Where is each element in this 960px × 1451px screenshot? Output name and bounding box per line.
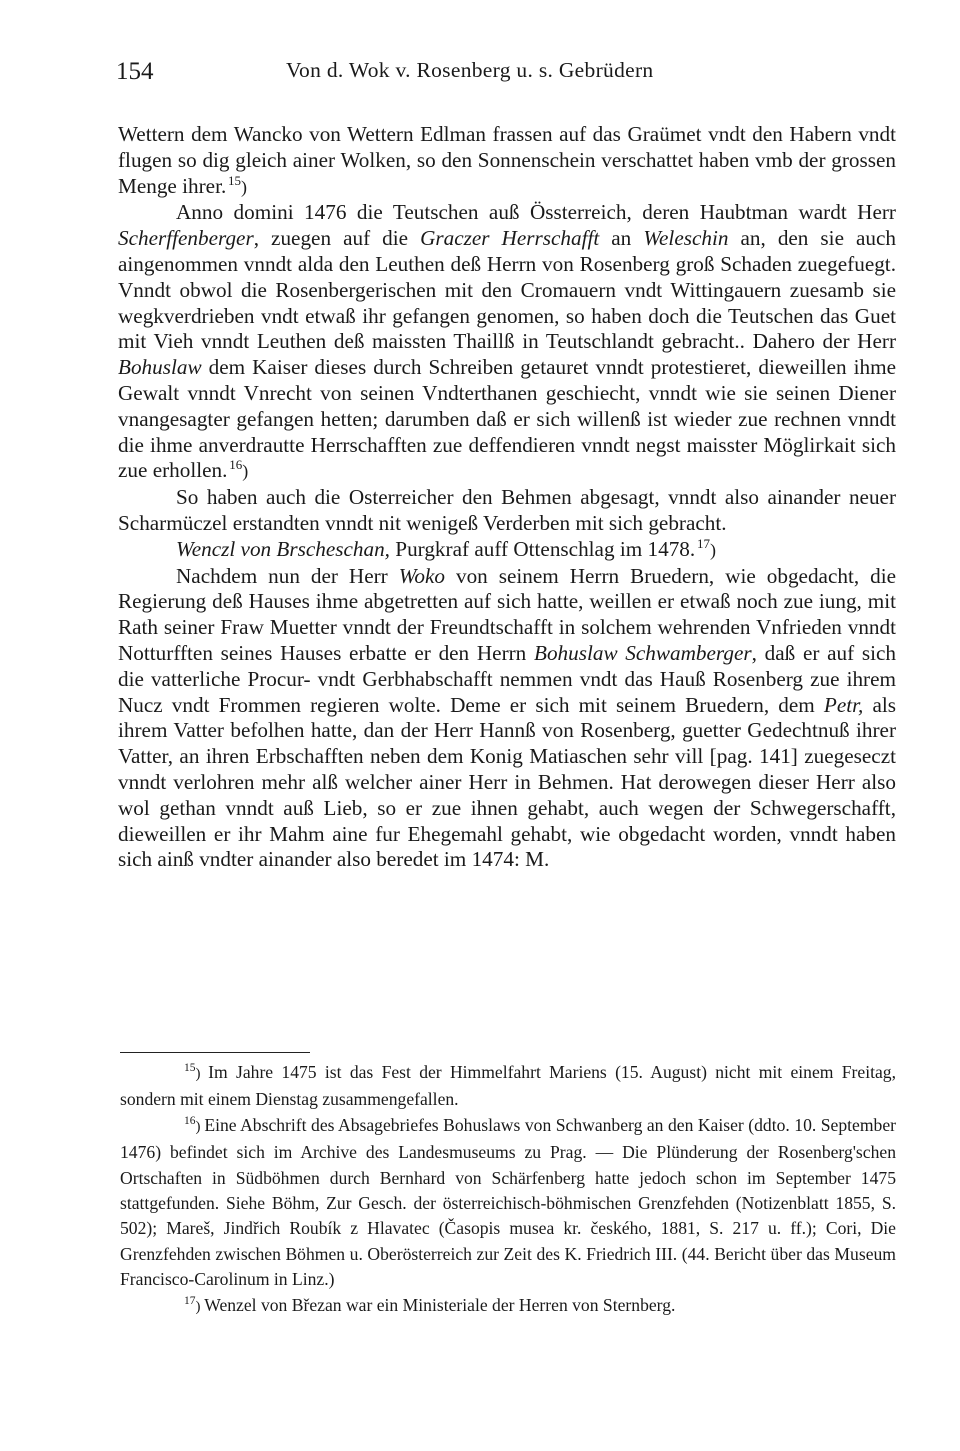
footnote: [120, 1113, 896, 1293]
footnote-number: 16: [184, 1114, 196, 1127]
paragraph: [118, 200, 896, 485]
personal-name: Bohuslaw: [118, 355, 202, 380]
paragraph-text: , daß er auf sich die vatterliche Procur- vndt Gerbhabschafft nemmen vndt das Hauß Rosenberg zue ihrem Nucz vndt Frommen regieren wolte. Deme er sich mit seinem Bruedern, dem: [118, 640, 897, 717]
personal-name: Wenczl von Brscheschan,: [176, 536, 390, 561]
footnote-number-paren: ): [195, 1118, 205, 1135]
footnote-number: 17: [184, 1294, 196, 1307]
paragraph-text: So haben auch die Osterreicher den Behmen abgesagt, vnndt also ainander neuer Scharmüczel erstandten vnndt nit wenigeß Verderben mit sich gebracht.: [118, 485, 896, 535]
footnote-text: Wenzel von Březan war ein Ministeriale der Herren von Sternberg.: [204, 1294, 676, 1315]
footnote-reference-number: 17: [696, 535, 710, 551]
place-name: Graczer Herrschafft: [420, 226, 600, 251]
paragraph-text: von seinem Herrn Bruedern, wie obgedacht, die Regierung deß Hauses ihme abgetretten auf sich hatte, weillen er etwaß noch zue iung, mit Rath seiner Fraw Muetter vnndt der Freundtschafft in solchem wehrenden Vnfrieden vnndt Notturfften seines Hauses erbatte er den Herrn: [118, 563, 896, 665]
personal-name: Woko: [398, 563, 446, 588]
place-name: Weleschin: [643, 226, 729, 251]
page-header: [116, 58, 896, 92]
footnote-reference: [697, 536, 710, 551]
personal-name: Petr,: [823, 692, 864, 717]
paragraph-text: an, den sie auch aingenommen vnndt alda den Leuthen deß Herrn von Rosenberg groß Schaden zuegefuegt. Vnndt obwol die Rosenbergerischen mit den Cromauern vndt Wittingauern zuesamb sie wegkverdrieben vndt etwaß ihr gefangen genomen, so haben doch die Teutschen das Guet mit Vieh vnndt Leuthen deß maissten Thaillß in Teutschlandt gebracht.. Dahero der Herr: [118, 226, 897, 354]
footnote-divider: [120, 1052, 310, 1053]
footnote-number-paren: ): [195, 1298, 205, 1315]
paragraph-text: dem Kaiser dieses durch Schreiben getauret vnndt protestieret, dieweillen ihme Gewalt vnndt Vnrecht von seinen Vndterthanen geschiecht, vnndt wie sie seinen Diener vnangesagter gefangen hetten; darumben daß er sich willenß ist wieder zue rechnen vnndt die ihme anverdrautte Herrschafften zue deffendieren vnndt negst maisster Möglігkait sich zue erhollen.: [118, 355, 896, 483]
footnote-text: Eine Abschrift des Absagebriefes Bohuslaws von Schwanberg an den Kaiser (ddto. 10. September 1476) befindet sich im Archive des Landesmuseums zu Prag. — Die Plünderung der Rosenberg'schen Ortschaften in Südböhmen durch Bernhard von Schärfenberg hatte jedoch schon im September 1475 stattgefunden. Siehe Böhm, Zur Gesch. der österreichisch-böhmischen Grenzfehden (Notizenblatt 1855, S. 502); Mareš, Jindřich Roubík z Hlavatec (Časopis musea kr. českého, 1881, S. 217 u. ff.); Cori, Die Grenzfehden zwischen Böhmen u. Oberösterreich zur Zeit des K. Friedrich III. (44. Bericht über das Museum Francisco-Carolinum in Linz.): [120, 1114, 897, 1290]
footnote-number: 15: [184, 1062, 196, 1075]
personal-name: Bohuslaw Schwamberger: [534, 640, 752, 665]
footnote-reference-paren: ): [709, 539, 716, 560]
footnote: [120, 1060, 896, 1113]
footnote-number-paren: ): [195, 1066, 209, 1082]
footnote-reference-number: 15: [228, 172, 242, 188]
paragraph-text: Nachdem nun der Herr: [176, 563, 399, 588]
footnote: [120, 1293, 896, 1320]
paragraph-text: , zuegen auf die: [253, 226, 421, 251]
paragraph-text: an: [599, 226, 644, 251]
main-text: [118, 122, 896, 873]
personal-name: Scherffenberger: [118, 226, 254, 251]
footnotes: [120, 1060, 896, 1320]
section-heading: [118, 537, 896, 564]
section-heading-text: Purgkraf auff Ottenschlag im 1478.: [389, 536, 696, 561]
paragraph: [118, 122, 896, 200]
running-head: Von d. Wok v. Rosenberg u. s. Gebrüdern: [286, 58, 654, 82]
footnote-reference: [228, 173, 241, 188]
paragraph: [118, 564, 896, 874]
paragraph: [118, 485, 896, 537]
footnote-text: Im Jahre 1475 ist das Fest der Himmelfahrt Mariens (15. August) nicht mit einem Freitag, sondern mit einem Dienstag zusammengefallen.: [120, 1062, 896, 1110]
page-number: 154: [116, 58, 154, 85]
footnote-reference-number: 16: [229, 457, 243, 473]
footnote-reference-paren: ): [242, 461, 249, 482]
paragraph-text: als ihrem Vatter befolhen hatte, dan der Herr Hannß von Rosenberg, guetter Gedechtnuß ihrer Vatter, an ihren Erbschafften neben dem Konig Matiaschen sehr vill [pag. 141] zuegeseczt vnndt verlohren mehr alß welcher ainer Herr in Behmen. Hat derowegen dieser Herr also wol gethan vnndt auß Lieb, so er zue ihnen gehabt, auch wegen der Schwegerschafft, dieweillen er ihr Mahm aine fur Ehegemahl gehabt, wie obgedacht worden, vnndt haben sich ainß vndter ainander also beredet im 1474: M.: [118, 692, 896, 872]
paragraph-text: Anno domini 1476 die Teutschen auß Össterreich, deren Haubtman wardt Herr: [176, 200, 896, 225]
footnote-reference-paren: ): [241, 176, 248, 197]
footnote-reference: [229, 457, 242, 472]
paragraph-text: Wettern dem Wancko von Wettern Edlman frassen auf das Graümet vndt den Habern vndt flugen so dig gleich ainer Wolken, so den Sonnenschein verschattet haben vmb der grossen Menge ihrer.: [118, 122, 896, 198]
